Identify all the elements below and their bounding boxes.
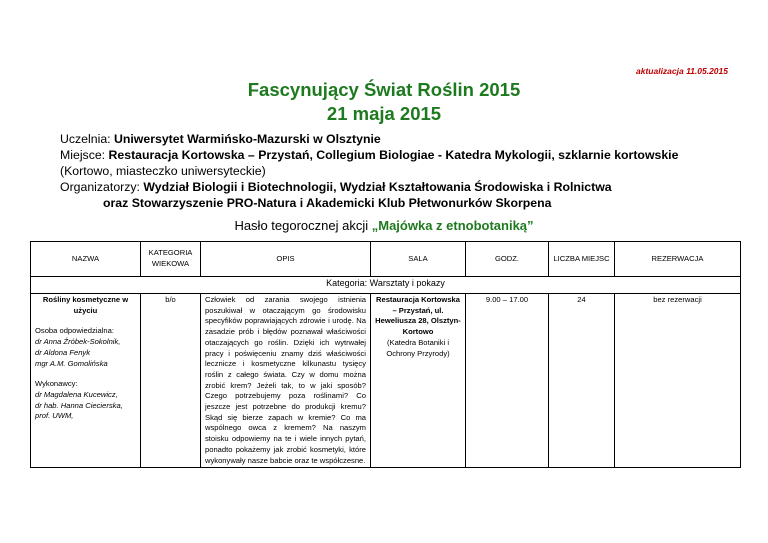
venue-detail: (Katedra Botaniki i Ochrony Przyrody) (386, 337, 450, 358)
cell-kategoria: b/o (141, 294, 201, 468)
responsible-label: Osoba odpowiedzialna: (35, 326, 114, 336)
info-organizatorzy-2: oraz Stowarzyszenie PRO-Natura i Akademicki Klub Płetwonurków Skorpena (103, 196, 552, 210)
performer: dr hab. Hanna Ciecierska, (35, 400, 123, 410)
table-row (31, 294, 741, 468)
info-miejsce: Miejsce: Restauracja Kortowska – Przystań, Collegium Biologiae - Katedra Mykologii, szklarnie kortowskie (Kortowo, miasteczko uniwersyteckie) (60, 148, 679, 178)
info-uczelnia: Uczelnia: Uniwersytet Warmińsko-Mazurski w Olsztynie (60, 132, 381, 146)
cell-nazwa (31, 294, 141, 468)
update-note: aktualizacja 11.05.2015 (636, 66, 728, 76)
cell-rezerwacja: bez rezerwacji (615, 294, 741, 468)
header-sala: SALA (371, 242, 466, 277)
cell-sala (371, 294, 466, 468)
performer: dr Magdalena Kucewicz, (35, 389, 118, 399)
program-table (30, 241, 741, 468)
workshop-name: Rośliny kosmetyczne w użyciu (42, 295, 129, 315)
performer: prof. UWM, (35, 411, 74, 421)
header-godz: GODZ. (466, 242, 549, 277)
responsible-person: dr Aldona Fenyk (35, 347, 91, 357)
action-slogan: Hasło tegorocznej akcji „Majówka z etnobotaniką” (234, 218, 534, 233)
header-liczba: LICZBA MIEJSC (549, 242, 615, 277)
page-title: Fascynujący Świat Roślin 2015 (247, 79, 521, 100)
header-kategoria: KATEGORIA WIEKOWA (141, 242, 201, 277)
responsible-person: dr Anna Źróbek-Sokolnik, (35, 337, 121, 347)
responsible-person: mgr A.M. Gomolińska (35, 358, 108, 368)
cell-godz: 9.00 – 17.00 (466, 294, 549, 468)
cell-opis: Człowiek od zarania swojego istnienia poszukiwał w otaczającym go środowisku specyfików poprawiających zdrowie i urodę. Na zasadzie prób i błędów poznawał właściwości otaczających go roślin. Dzięki ich wytrwałej pracy i poświęceniu znamy dziś właściwości lecznicze i kosmetyczne kilkunastu tysięcy roślin z całego świata. Czy w domu można zrobić krem? Jeżeli tak, to w jaki sposób? Czego potrzebujemy poza roślinami? Co jeszcze jest potrzebne do produkcji kremu? Skąd się bierze zapach w kremie? Co ma wspólnego owca z kremem? Na naszym stoisku odpowiemy na te i wiele innych pytań, ponadto pokażemy jak zrobić kosmetyki, które wykonywały nasze babcie oraz te współczesne. (201, 294, 371, 468)
info-organizatorzy: Organizatorzy: Wydział Biologii i Biotechnologii, Wydział Kształtowania Środowiska i Rolnictwa (60, 180, 612, 194)
table-header-row (31, 242, 741, 277)
cell-liczba: 24 (549, 294, 615, 468)
event-date: 21 maja 2015 (326, 103, 442, 124)
header-rezerwacja: REZERWACJA (615, 242, 741, 277)
event-info (60, 131, 730, 211)
performers-label: Wykonawcy: (35, 379, 78, 389)
category-label: Kategoria: Warsztaty i pokazy (31, 277, 741, 294)
category-row (31, 277, 741, 294)
header-opis: OPIS (201, 242, 371, 277)
venue-name: Restauracja Kortowska – Przystań, ul. Heweliusza 28, Olsztyn-Kortowo (375, 295, 461, 337)
header-nazwa: NAZWA (31, 242, 141, 277)
